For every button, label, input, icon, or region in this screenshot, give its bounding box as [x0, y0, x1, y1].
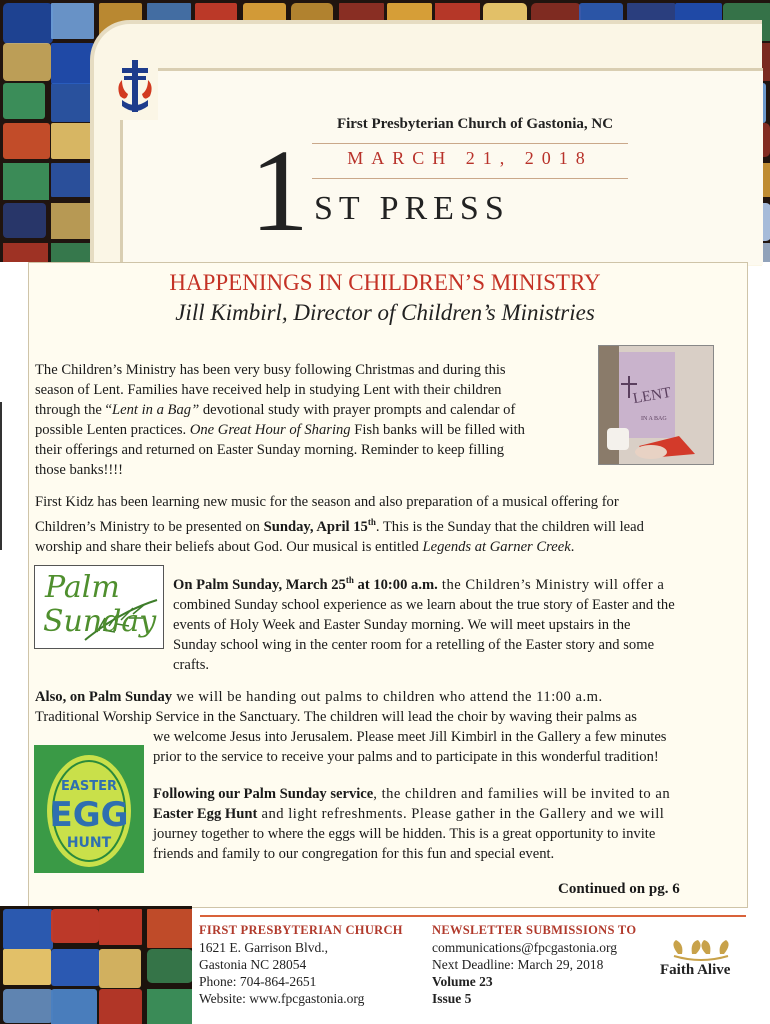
text-line: friends and family to our congregation for this fun and special event. [153, 846, 555, 862]
glass-pane [3, 43, 51, 81]
footer-phone: Phone: 704-864-2651 [199, 974, 317, 989]
text-line: The Children’s Ministry has been very busy following Christmas and during this [35, 362, 506, 378]
glass-pane [99, 909, 142, 945]
easter-egg-hunt-graphic [34, 745, 144, 873]
glass-pane [3, 243, 48, 262]
glass-pane [51, 3, 94, 39]
presbyterian-seal-icon [112, 56, 158, 120]
text-line: journey together to where the eggs will be hidden. This is a great opportunity to invite [153, 826, 656, 842]
text-line: their offerings and returned on Easter Sunday morning. Reminder to keep filling [35, 442, 505, 458]
glass-pane [3, 163, 49, 200]
lent-in-a-bag-photo [598, 345, 714, 465]
text-line: events of Holy Week and Easter Sunday morning. We will meet upstairs in the [173, 616, 631, 633]
glass-pane [51, 989, 97, 1024]
footer-stained-glass [0, 906, 192, 1024]
date-rule-bottom [312, 178, 628, 179]
footer-email: communications@fpcgastonia.org [432, 940, 618, 955]
glass-pane [51, 123, 93, 159]
glass-pane [3, 949, 51, 985]
footer-volume: Volume 23 [432, 974, 493, 989]
glass-pane [147, 949, 192, 983]
footer-newsletter-info [432, 922, 636, 1007]
text-line: crafts. [173, 656, 210, 673]
text-line: through the “Lent in a Bag” devotional study with prayer prompts and calendar of [35, 402, 516, 418]
footer-deadline: Next Deadline: March 29, 2018 [432, 957, 604, 972]
footer-church-heading: FIRST PRESBYTERIAN CHURCH [199, 923, 403, 937]
paragraph-palm-sunday [173, 570, 675, 675]
footer-rule [200, 915, 746, 917]
article-title: HAPPENINGS IN CHILDREN’S MINISTRY [169, 270, 601, 295]
text-line: we welcome Jesus into Jerusalem. Please meet Jill Kimbirl in the Gallery a few minutes [153, 729, 667, 745]
glass-pane [3, 989, 53, 1023]
glass-pane [3, 909, 53, 950]
footer-address2: Gastonia NC 28054 [199, 957, 307, 972]
issue-date: MARCH 21, 2018 [347, 148, 593, 168]
glass-pane [99, 989, 142, 1024]
palm-sunday-graphic [34, 565, 164, 649]
text-line: those banks!!!! [35, 462, 123, 478]
text-line: prior to the service to receive your palms and to participate in this wonderful tradition! [153, 749, 659, 765]
masthead-numeral: 1 [250, 125, 309, 256]
glass-pane [51, 43, 94, 84]
paragraph-music [35, 492, 644, 557]
text-line: On Palm Sunday, March 25th at 10:00 a.m. the Children’s Ministry will offer a [173, 575, 665, 593]
glass-pane [51, 909, 99, 943]
text-line: possible Lenten practices. One Great Hour of Sharing Fish banks will be filled with [35, 422, 525, 438]
continued-note: Continued on pg. 6 [558, 881, 680, 897]
text-line: combined Sunday school experience as we learn about the true story of Easter and the [173, 596, 675, 613]
text-line: Easter Egg Hunt and light refreshments. Please gather in the Gallery and we will [153, 806, 665, 822]
glass-pane [3, 3, 53, 44]
text-line: Also, on Palm Sunday we will be handing out palms to children who attend the 11:00 a.m. [35, 689, 603, 705]
footer-newsletter-heading: NEWSLETTER SUBMISSIONS TO [432, 923, 637, 937]
text-line: Following our Palm Sunday service, the children and families will be invited to an [153, 786, 671, 802]
faith-alive-text: Faith Alive [660, 962, 731, 978]
article-byline: Jill Kimbirl, Director of Children’s Ministries [175, 300, 595, 325]
glass-pane [3, 123, 50, 159]
text-line: season of Lent. Families have received help in studying Lent with their children [35, 382, 502, 398]
glass-pane [3, 203, 46, 238]
lent-word: LENT [631, 384, 673, 408]
paragraph-lent [35, 360, 525, 480]
text-line: Sunday school wing in the center room for a retelling of the Easter story and some [173, 636, 655, 653]
paragraph-egg-hunt [153, 784, 670, 864]
glass-pane [99, 949, 141, 988]
glass-pane [3, 83, 45, 119]
glass-pane [147, 989, 192, 1024]
margin-mark [0, 402, 2, 550]
glass-pane [51, 949, 100, 986]
text-line: worship and share their beliefs about God. Our musical is entitled Legends at Garner Creek. [35, 538, 575, 555]
footer-church-info [199, 922, 403, 1007]
sunday-word: Sunday [43, 604, 157, 639]
glass-pane [51, 243, 94, 262]
footer-address1: 1621 E. Garrison Blvd., [199, 940, 328, 955]
egg-egg: EGG [49, 795, 129, 835]
glass-pane [147, 909, 192, 948]
date-rule-top [312, 143, 628, 144]
masthead-title: ST PRESS [314, 190, 510, 227]
church-name: First Presbyterian Church of Gastonia, NC [336, 116, 614, 132]
glass-pane [51, 83, 94, 122]
lent-sub: IN A BAG [641, 416, 667, 422]
footer-website: Website: www.fpcgastonia.org [199, 991, 365, 1006]
text-line: Traditional Worship Service in the Sanctuary. The children will lead the choir by waving their palms as [35, 709, 637, 725]
egg-hunt: HUNT [66, 835, 112, 851]
palm-word: Palm [45, 570, 120, 605]
text-line: First Kidz has been learning new music for the season and also preparation of a musical offering for [35, 494, 619, 510]
text-line: Children’s Ministry to be presented on Sunday, April 15th. This is the Sunday that the children will lead [35, 517, 644, 535]
footer-issue: Issue 5 [432, 991, 472, 1006]
egg-easter: EASTER [60, 779, 118, 794]
